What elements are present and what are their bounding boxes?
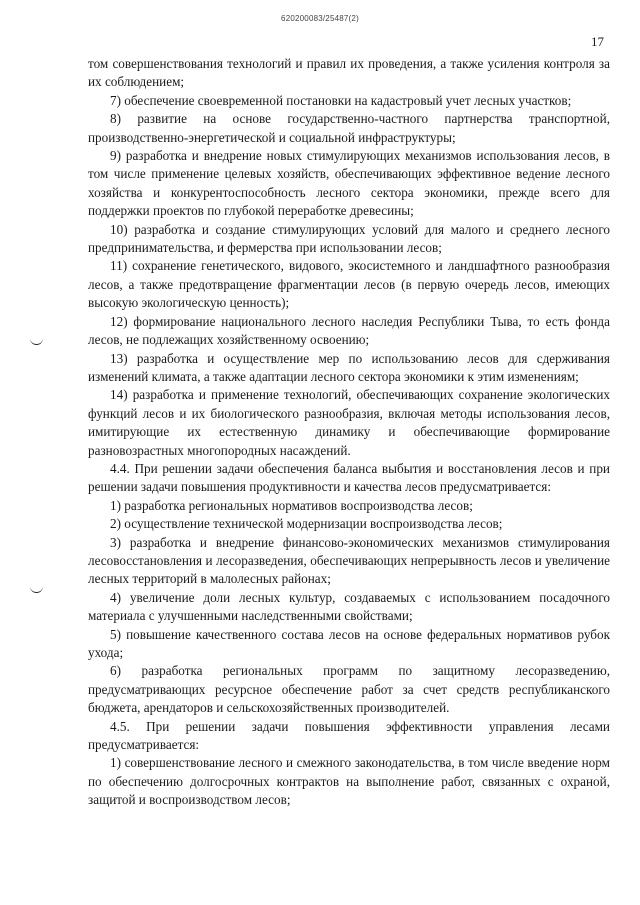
section-4-4-item-2: 2) осуществление технической модернизации воспроизводства лесов; <box>110 516 503 532</box>
section-4-4: 4.4. При решении задачи обеспечения баланса выбытия и восстановления лесов и при решении задачи повышения продуктивности и качества лесов предусматривается: <box>88 460 610 495</box>
margin-punch-mark <box>30 336 43 345</box>
section-4-4-item-5: 5) повышение качественного состава лесов на основе федеральных нормативов рубок ухода; <box>88 626 610 660</box>
list-item-13: 13) разработка и осуществление мер по использованию лесов для сдерживания изменений климата, а также адаптации лесного сектора экономики к этим изменениям; <box>88 350 610 384</box>
list-item-12: 12) формирование национального лесного наследия Республики Тыва, то есть фонда лесов, не подлежащих хозяйственному освоению; <box>88 313 610 348</box>
section-4-4-item-3: 3) разработка и внедрение финансово-экономических механизмов стимулирования лесовосстановления и лесоразведения, обеспечивающих непрерывность лесов и увеличение лесных территорий в малолесных районах; <box>88 534 610 587</box>
list-item-8: 8) развитие на основе государственно-частного партнерства транспортной, производственно-энергетической и социальной инфраструктуры; <box>88 111 610 145</box>
list-item-14: 14) разработка и применение технологий, обеспечивающих сохранение экологических функций лесов и их биологического разнообразия, включая методы использования лесов, имитирующие их естественную динамику и обеспечивающие формирование разновозрастных многопородных насаждений. <box>88 387 610 458</box>
list-item-11: 11) сохранение генетического, видового, экосистемного и ландшафтного разнообразия лесов, а также предотвращение фрагментации лесов (в первую очередь лесов, имеющих высокую экологическую ценность); <box>88 258 610 311</box>
section-4-5-item-1: 1) совершенствование лесного и смежного законодательства, в том числе введение норм по обеспечению долгосрочных контрактов на выполнение работ, связанных с охраной, защитой и воспроизводством лесов; <box>88 755 610 808</box>
margin-punch-mark <box>30 584 43 593</box>
list-item-9: 9) разработка и внедрение новых стимулирующих механизмов использования лесов, в том числе применение целевых хозяйств, обеспечивающих эффективное ведение лесного хозяйства и конкурентоспособность лесного сектора экономики, прежде всего для поддержки проектов по глубокой переработке древесины; <box>88 148 610 219</box>
section-4-4-item-6: 6) разработка региональных программ по защитному лесоразведению, предусматривающих ресурсное обеспечение работ за счет средств республиканского бюджета, арендаторов и сельскохозяйственных производителей. <box>88 663 610 716</box>
document-code: 620200083/25487(2) <box>281 14 359 23</box>
section-4-4-item-1: 1) разработка региональных нормативов воспроизводства лесов; <box>110 497 473 513</box>
page-number: 17 <box>591 34 604 49</box>
document-body <box>88 55 610 810</box>
section-4-5: 4.5. При решении задачи повышения эффективности управления лесами предусматривается: <box>88 718 610 753</box>
paragraph-continuation: том совершенствования технологий и правил их проведения, а также усиления контроля за их соблюдением; <box>88 56 610 90</box>
section-4-4-item-4: 4) увеличение доли лесных культур, создаваемых с использованием посадочного материала с улучшенными наследственными свойствами; <box>88 589 610 624</box>
list-item-7: 7) обеспечение своевременной постановки на кадастровый учет лесных участков; <box>110 92 572 108</box>
list-item-10: 10) разработка и создание стимулирующих условий для малого и среднего лесного предпринимательства, и фермерства при использовании лесов; <box>88 221 610 256</box>
